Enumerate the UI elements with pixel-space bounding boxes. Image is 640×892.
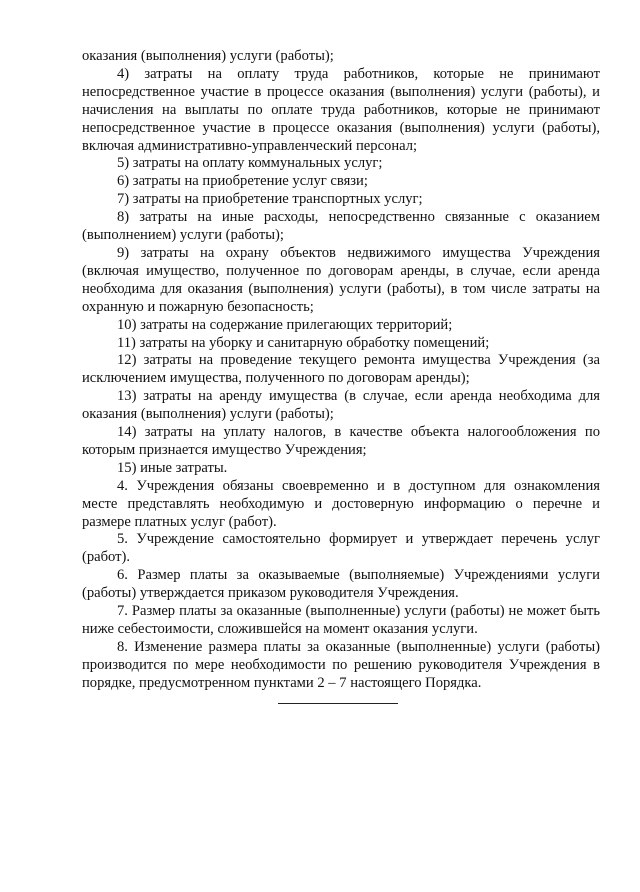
paragraph-item-4: 4) затраты на оплату труда работников, которые не принимают непосредственное участие в процессе оказания (выполнения) услуги (работы), и начисления на выплаты по оплате труда работников, которые не принимают непосредственное участие в процессе оказания (выполнения) услуги (работы), включая административно-управленческий персонал;: [82, 65, 600, 154]
document-body: [82, 48, 600, 693]
paragraph-clause-4: 4. Учреждения обязаны своевременно и в доступном для ознакомления месте представлять необходимую и достоверную информацию о перечне и размере платных услуг (работ).: [82, 477, 600, 530]
paragraph-item-6: 6) затраты на приобретение услуг связи;: [117, 173, 368, 190]
paragraph-continuation: оказания (выполнения) услуги (работы);: [82, 48, 334, 64]
paragraph-item-9: 9) затраты на охрану объектов недвижимого имущества Учреждения (включая имущество, полученное по договорам аренды, в случае, если аренда необходима для оказания (выполнения) услуги (работы), в том числе затраты на охранную и пожарную безопасность;: [82, 244, 600, 315]
paragraph-clause-8: 8. Изменение размера платы за оказанные (выполненные) услуги (работы) производится по мере необходимости по решению руководителя Учреждения в порядке, предусмотренном пунктами 2 – 7 настоящего Порядка.: [82, 638, 600, 691]
paragraph-clause-5: 5. Учреждение самостоятельно формирует и утверждает перечень услуг (работ).: [82, 531, 600, 566]
paragraph-item-14: 14) затраты на уплату налогов, в качестве объекта налогообложения по которым признается имущество Учреждения;: [82, 424, 600, 458]
paragraph-item-5: 5) затраты на оплату коммунальных услуг;: [117, 155, 383, 172]
paragraph-item-7: 7) затраты на приобретение транспортных услуг;: [117, 191, 423, 208]
paragraph-item-8: 8) затраты на иные расходы, непосредственно связанные с оказанием (выполнением) услуги (работы);: [82, 209, 600, 244]
paragraph-item-11: 11) затраты на уборку и санитарную обработку помещений;: [117, 334, 490, 351]
paragraph-item-13: 13) затраты на аренду имущества (в случае, если аренда необходима для оказания (выполнения) услуги (работы);: [82, 388, 600, 423]
paragraph-item-15: 15) иные затраты.: [117, 459, 228, 476]
paragraph-clause-6: 6. Размер платы за оказываемые (выполняемые) Учреждениями услуги (работы) утверждается приказом руководителя Учреждения.: [82, 567, 600, 602]
paragraph-clause-7: 7. Размер платы за оказанные (выполненные) услуги (работы) не может быть ниже себестоимости, сложившейся на момент оказания услуги.: [82, 603, 600, 637]
paragraph-item-12: 12) затраты на проведение текущего ремонта имущества Учреждения (за исключением имущества, полученного по договорам аренды);: [82, 352, 600, 387]
end-separator-line: [278, 703, 398, 704]
paragraph-item-10: 10) затраты на содержание прилегающих территорий;: [117, 316, 453, 333]
